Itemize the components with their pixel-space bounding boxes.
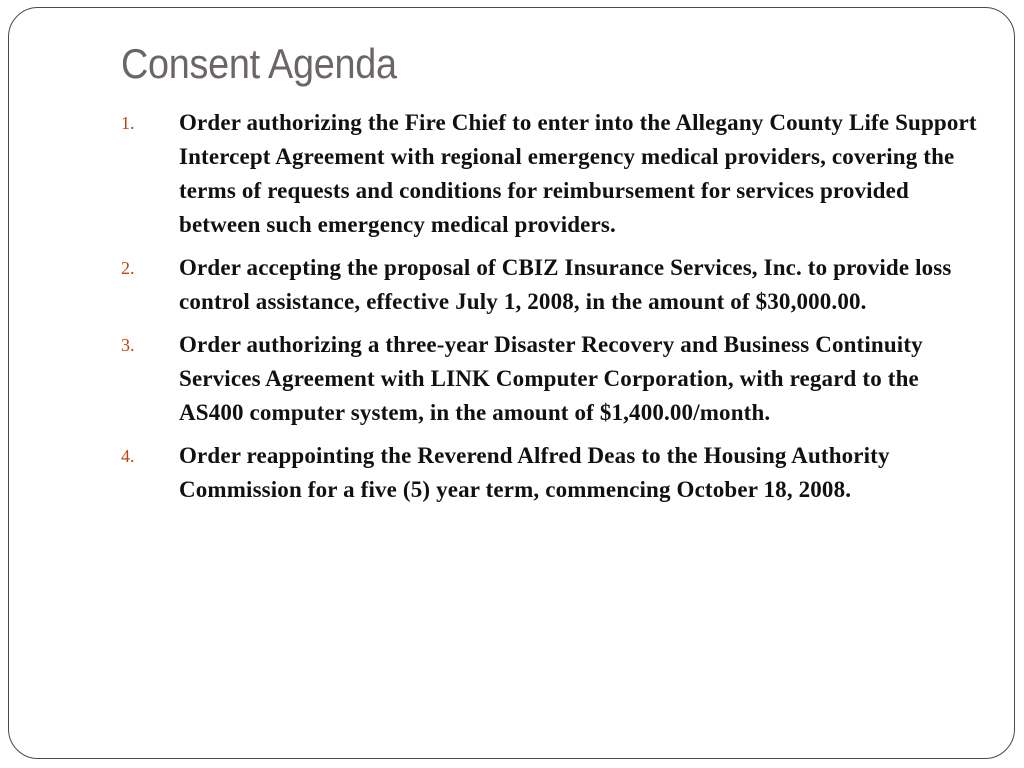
slide-title: Consent Agenda <box>121 40 397 87</box>
agenda-item-1 <box>121 106 981 242</box>
agenda-item-text: Order reappointing the Reverend Alfred Deas to the Housing Authority Commission for a five (5) year term, commencing October 18, 2008. <box>179 443 890 502</box>
agenda-item-number: 2. <box>121 258 135 278</box>
agenda-item-4 <box>121 439 981 507</box>
agenda-item-number: 4. <box>121 446 135 466</box>
agenda-list <box>121 106 981 516</box>
agenda-item-2 <box>121 251 981 319</box>
agenda-item-number: 1. <box>121 113 135 133</box>
agenda-item-text: Order authorizing the Fire Chief to enter into the Allegany County Life Support Intercept Agreement with regional emergency medical providers, covering the terms of requests and conditions for reimbursement for services provided between such emergency medical providers. <box>179 110 977 237</box>
agenda-item-3 <box>121 328 981 430</box>
slide-frame <box>8 7 1015 759</box>
agenda-item-text: Order accepting the proposal of CBIZ Insurance Services, Inc. to provide loss control assistance, effective July 1, 2008, in the amount of $30,000.00. <box>179 255 952 314</box>
agenda-item-text: Order authorizing a three-year Disaster Recovery and Business Continuity Services Agreement with LINK Computer Corporation, with regard to the AS400 computer system, in the amount of $1,400.00/month. <box>179 332 923 425</box>
agenda-item-number: 3. <box>121 335 135 355</box>
